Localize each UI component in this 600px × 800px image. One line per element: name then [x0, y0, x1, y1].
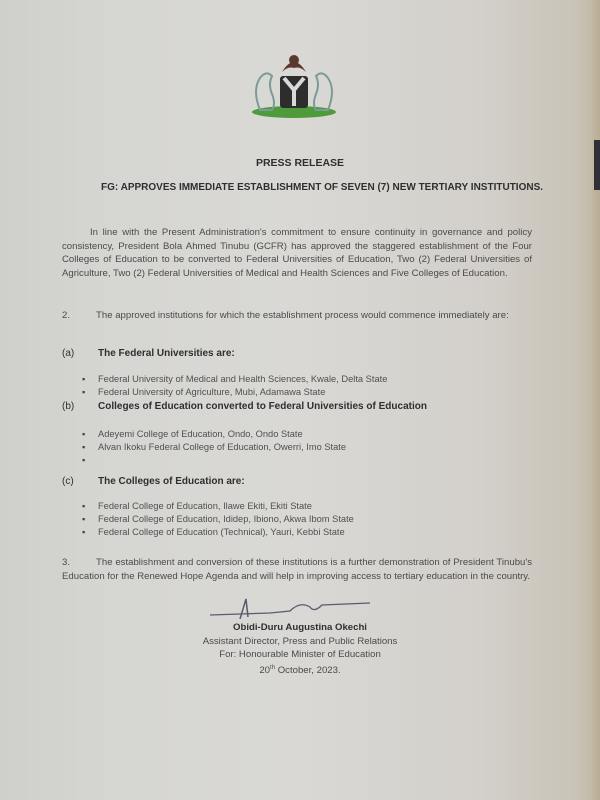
headline: FG: APPROVES IMMEDIATE ESTABLISHMENT OF SEVEN (7) NEW TERTIARY INSTITUTIONS. [100, 182, 544, 193]
paragraph-number: 3. [62, 557, 71, 568]
section-a-list [82, 373, 387, 399]
list-item: ▪ Federal College of Education, Ilawe Ekiti, Ekiti State [82, 500, 354, 513]
signatory-title: Assistant Director, Press and Public Relations [202, 636, 398, 647]
list-item: ▪ Federal University of Medical and Health Sciences, Kwale, Delta State [82, 373, 387, 386]
paragraph-number: 2. [62, 310, 71, 321]
paper-edge [590, 0, 600, 800]
list-item: ▪ Alvan Ikoku Federal College of Education, Owerri, Imo State [82, 441, 346, 454]
signatory-for: For: Honourable Minister of Education [219, 649, 381, 660]
paragraph-2 [62, 309, 532, 323]
list-item [82, 454, 346, 467]
paragraph-1: In line with the Present Administration's commitment to ensure continuity in governance and policy consistency, President Bola Ahmed Tinubu (GCFR) has approved the staggered establishment of the Four Colleges of Education to be converted to Federal Universities of Education, Two (2) Federal Universities of Agriculture, Two (2) Federal Universities of Medical and Health Sciences and Five Colleges of Education. [62, 227, 532, 279]
section-c-list [82, 500, 354, 538]
section-c-heading: (c) The Colleges of Education are: [62, 476, 245, 487]
section-b-heading: (b) Colleges of Education converted to Federal Universities of Education [62, 401, 427, 412]
list-item: ▪ Federal College of Education (Technical), Yauri, Kebbi State [82, 526, 354, 539]
paragraph-3-text: The establishment and conversion of these institutions is a further demonstration of President Tinubu's Education for the Renewed Hope Agenda and will help in improving access to tertiary education in the country. [62, 557, 532, 582]
release-date: 20th October, 2023. [259, 665, 341, 677]
signature-icon [210, 597, 370, 619]
list-item: ▪ Adeyemi College of Education, Ondo, Ondo State [82, 428, 346, 441]
paragraph-3 [62, 556, 532, 583]
section-a-heading: (a) The Federal Universities are: [62, 348, 235, 359]
paragraph-2-text: The approved institutions for which the establishment process would commence immediately are: [96, 310, 509, 321]
signatory-name: Obidi-Duru Augustina Okechi [233, 622, 367, 633]
list-item: ▪ Federal College of Education, Ididep, Ibiono, Akwa Ibom State [82, 513, 354, 526]
section-b-list [82, 428, 346, 466]
coat-of-arms-icon [238, 50, 350, 118]
press-release-heading: PRESS RELEASE [255, 157, 345, 169]
list-item: ▪ Federal University of Agriculture, Mubi, Adamawa State [82, 386, 387, 399]
